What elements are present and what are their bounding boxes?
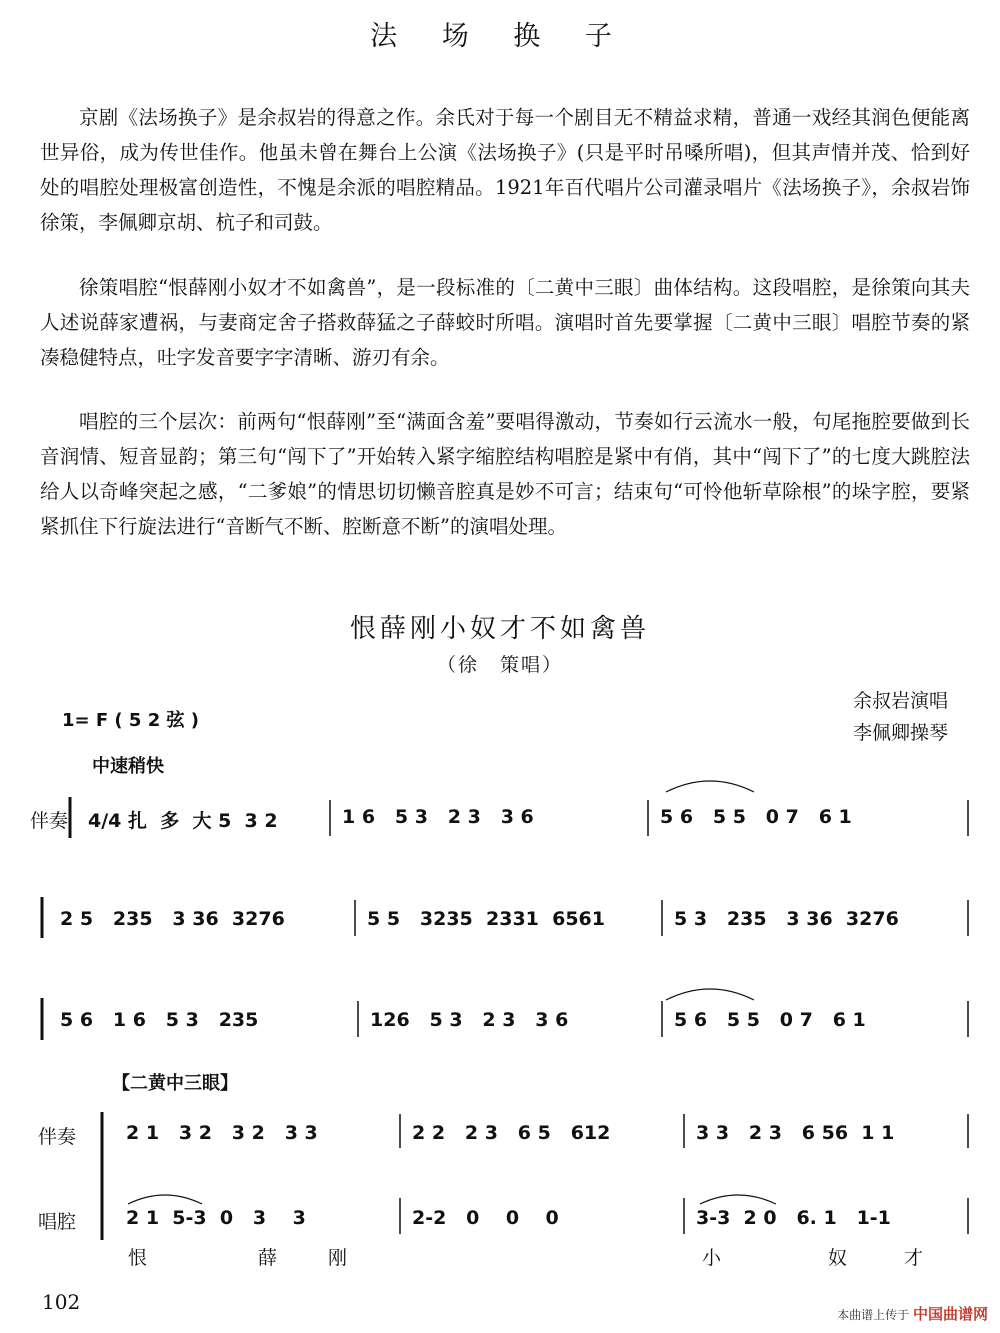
slur-mark bbox=[666, 989, 754, 1000]
credit-singer: 余叔岩演唱 bbox=[852, 690, 948, 712]
lyric-char: 恨 bbox=[128, 1247, 148, 1269]
score-measure: 126 5 3 2 3 3 6 bbox=[370, 1009, 569, 1031]
song-subtitle: （徐 策唱） bbox=[436, 654, 563, 676]
page-number: 102 bbox=[42, 1290, 81, 1314]
score-measure: 3-3 2 0 6. 1 1-1 bbox=[696, 1207, 891, 1229]
section-marker: 【二黄中三眼】 bbox=[112, 1073, 238, 1094]
page-title: 法 场 换 子 bbox=[370, 21, 630, 52]
score-measure: 5 6 5 5 0 7 6 1 bbox=[674, 1009, 866, 1031]
paragraph-1: 京剧《法场换子》是余叔岩的得意之作。余氏对于每一个剧目无不精益求精，普通一戏经其润色便能离世异俗，成为传世佳作。他虽未曾在舞台上公演《法场换子》(只是平时吊嗓所唱)，但其声情并茂、恰到好处的唱腔处理极富创造性，不愧是余派的唱腔精品。1921年百代唱片公司灌录唱片《法场换子》，余叔岩饰徐策，李佩卿京胡、杭子和司鼓。 bbox=[40, 106, 970, 234]
lyric-char: 才 bbox=[904, 1247, 924, 1269]
score-measure: 5 6 5 5 0 7 6 1 bbox=[660, 806, 852, 828]
tempo-marking: 中速稍快 bbox=[92, 756, 164, 777]
lyric-char: 小 bbox=[702, 1247, 722, 1269]
score-measure: 5 5 3235 2331 6561 bbox=[367, 908, 606, 930]
score-measure: 2 1 5-3 0 3 3 bbox=[126, 1207, 306, 1229]
lyric-char: 薛 bbox=[258, 1247, 278, 1269]
score-measure: 3 3 2 3 6 56 1 1 bbox=[696, 1122, 895, 1144]
song-title: 恨薛刚小奴才不如禽兽 bbox=[349, 614, 650, 644]
part-label-vocal: 唱腔 bbox=[38, 1211, 77, 1233]
score-measure: 5 6 1 6 5 3 235 bbox=[60, 1009, 259, 1031]
slur-mark bbox=[666, 781, 754, 792]
slur-mark bbox=[128, 1195, 202, 1204]
paragraph-3: 唱腔的三个层次：前两句“恨薛刚”至“满面含羞”要唱得激动，节奏如行云流水一般，句尾拖腔要做到长音润情、短音显韵；第三句“闯下了”开始转入紧字缩腔结构唱腔是紧中有俏，其中“闯下了”的七度大跳腔法给人以奇峰突起之感，“二爹娘”的情思切切懒音腔真是妙不可言；结束句“可怜他斩草除根”的垛字腔，要紧紧抓住下行旋法进行“音断气不断、腔断意不断”的演唱处理。 bbox=[40, 410, 970, 538]
key-signature: 1= F ( 5 2 弦 ) bbox=[62, 710, 200, 731]
score-measure: 2 2 2 3 6 5 612 bbox=[412, 1122, 611, 1144]
part-label-accompaniment: 伴奏 bbox=[30, 810, 69, 832]
slur-mark bbox=[700, 1195, 776, 1204]
score-measure: 5 3 235 3 36 3276 bbox=[674, 908, 899, 930]
score-measure: 1 6 5 3 2 3 3 6 bbox=[342, 806, 534, 828]
lyric-char: 奴 bbox=[828, 1247, 848, 1269]
watermark-text: 本曲谱上传于 bbox=[837, 1308, 910, 1322]
part-label-accompaniment: 伴奏 bbox=[38, 1126, 77, 1148]
score-measure: 2-2 0 0 0 bbox=[412, 1207, 559, 1229]
lyric-char: 刚 bbox=[328, 1247, 348, 1269]
score-measure: 2 5 235 3 36 3276 bbox=[60, 908, 285, 930]
site-logo: 中国曲谱网 bbox=[912, 1305, 988, 1323]
score-measure: 4/4 扎 多 大 5 3 2 bbox=[88, 810, 278, 832]
paragraph-2: 徐策唱腔“恨薛刚小奴才不如禽兽”，是一段标准的〔二黄中三眼〕曲体结构。这段唱腔，是徐策向其夫人述说薛家遭祸，与妻商定舍子搭救薛猛之子薛蛟时所唱。演唱时首先要掌握〔二黄中三眼〕唱腔节奏的紧凑稳健特点，吐字发音要字字清晰、游刃有余。 bbox=[40, 276, 970, 369]
credit-fiddler: 李佩卿操琴 bbox=[852, 722, 948, 744]
score-measure: 2 1 3 2 3 2 3 3 bbox=[126, 1122, 318, 1144]
watermark bbox=[837, 1303, 988, 1324]
